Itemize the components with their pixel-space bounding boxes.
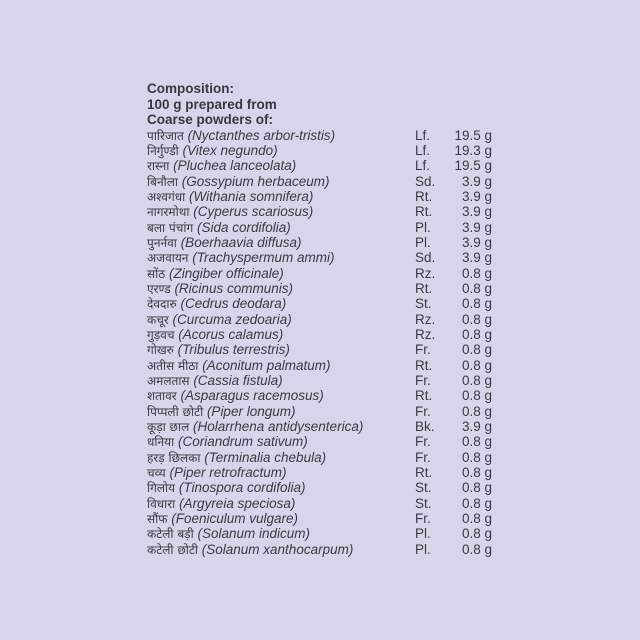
- ingredient-quantity: 0.8 g: [461, 388, 492, 404]
- ingredient-quantity: 0.8 g: [461, 480, 492, 496]
- ingredient-name: [147, 450, 326, 466]
- ingredient-part: Fr.: [415, 403, 431, 419]
- ingredient-hindi-name: चव्य: [147, 466, 166, 481]
- ingredient-row: [147, 450, 507, 465]
- ingredient-part: Fr.: [415, 449, 431, 465]
- ingredient-name: [147, 342, 290, 358]
- ingredient-hindi-name: कटेली बड़ी: [147, 527, 194, 542]
- ingredient-row: [147, 496, 507, 511]
- ingredient-name: [147, 235, 302, 251]
- ingredient-quantity: 0.8 g: [461, 326, 492, 342]
- composition-subheading-2: Coarse powders of:: [147, 112, 274, 127]
- ingredient-hindi-name: सोंठ: [147, 266, 166, 281]
- ingredient-row: [147, 174, 507, 189]
- ingredient-part: Rz.: [415, 265, 436, 281]
- ingredient-botanical-name: (Ricinus communis): [174, 280, 293, 296]
- ingredient-botanical-name: (Coriandrum sativum): [177, 434, 308, 450]
- ingredient-hindi-name: गिलोय: [147, 481, 176, 496]
- ingredient-hindi-name: बिनौला: [147, 174, 178, 189]
- ingredient-part: Fr.: [415, 342, 431, 358]
- ingredient-quantity: 0.8 g: [461, 449, 492, 465]
- ingredient-quantity: 3.9 g: [461, 250, 492, 266]
- composition-heading: Composition:: [147, 81, 234, 96]
- ingredient-botanical-name: (Solanum indicum): [197, 526, 311, 542]
- ingredient-botanical-name: (Gossypium herbaceum): [181, 173, 330, 189]
- ingredient-row: [147, 266, 507, 281]
- ingredient-hindi-name: देवदारु: [147, 297, 177, 312]
- ingredient-name: [147, 358, 330, 374]
- ingredient-quantity: 0.8 g: [461, 403, 492, 419]
- ingredient-row: [147, 511, 507, 526]
- ingredient-quantity: 3.9 g: [461, 173, 492, 189]
- ingredient-part: Rz.: [415, 311, 436, 327]
- ingredient-row: [147, 388, 507, 403]
- ingredient-part: Fr.: [415, 434, 431, 450]
- ingredient-part: Fr.: [415, 373, 431, 388]
- ingredient-part: Lf.: [415, 158, 431, 174]
- ingredient-row: [147, 204, 507, 219]
- ingredient-hindi-name: गुड़वच: [147, 327, 175, 342]
- ingredient-quantity: 0.8 g: [461, 311, 492, 327]
- ingredient-name: [147, 296, 286, 312]
- ingredient-quantity: 0.8 g: [461, 342, 492, 358]
- ingredient-hindi-name: सौंफ: [147, 512, 168, 527]
- ingredient-row: [147, 358, 507, 373]
- ingredient-quantity: 3.9 g: [461, 234, 492, 250]
- ingredient-hindi-name: अजवायन: [147, 251, 189, 266]
- ingredient-name: [147, 542, 353, 558]
- ingredient-botanical-name: (Terminalia chebula): [204, 449, 327, 465]
- ingredient-quantity: 19.3 g: [454, 142, 492, 158]
- ingredient-botanical-name: (Acorus calamus): [178, 326, 284, 342]
- ingredient-name: [147, 480, 306, 496]
- ingredient-name: [147, 204, 313, 220]
- ingredient-quantity: 0.8 g: [461, 296, 492, 312]
- ingredient-botanical-name: (Solanum xanthocarpum): [201, 541, 354, 557]
- ingredient-hindi-name: रास्ना: [147, 159, 170, 174]
- ingredient-part: Rt.: [415, 465, 433, 481]
- ingredient-hindi-name: कटेली छोटी: [147, 542, 198, 557]
- ingredient-quantity: 0.8 g: [461, 465, 492, 481]
- ingredient-hindi-name: शतावर: [147, 389, 177, 404]
- ingredient-quantity: 3.9 g: [461, 419, 492, 435]
- ingredient-row: [147, 296, 507, 311]
- ingredient-botanical-name: (Aconitum palmatum): [202, 357, 331, 373]
- ingredient-row: [147, 434, 507, 449]
- ingredient-name: [147, 496, 295, 512]
- ingredient-row: [147, 189, 507, 204]
- composition-panel: [147, 81, 507, 557]
- ingredient-part: Rt.: [415, 204, 433, 220]
- ingredient-list: [147, 128, 507, 558]
- composition-subheading: 100 g prepared from: [147, 96, 277, 112]
- ingredient-name: [147, 465, 286, 481]
- ingredient-botanical-name: (Piper longum): [206, 403, 296, 419]
- ingredient-name: [147, 511, 298, 527]
- ingredient-name: [147, 189, 313, 205]
- ingredient-row: [147, 373, 507, 388]
- ingredient-botanical-name: (Asparagus racemosus): [180, 388, 324, 404]
- ingredient-quantity: 3.9 g: [461, 219, 492, 235]
- ingredient-hindi-name: हरड़ छिलका: [147, 450, 201, 465]
- ingredient-hindi-name: एरण्ड: [147, 281, 171, 296]
- ingredient-botanical-name: (Sida cordifolia): [196, 219, 291, 235]
- ingredient-name: [147, 327, 283, 343]
- ingredient-part: Pl.: [415, 219, 431, 235]
- ingredient-part: Rt.: [415, 280, 433, 296]
- ingredient-quantity: 0.8 g: [461, 357, 492, 373]
- ingredient-hindi-name: निर्गुण्डी: [147, 143, 179, 158]
- ingredient-row: [147, 404, 507, 419]
- ingredient-part: Sd.: [415, 173, 436, 189]
- ingredient-botanical-name: (Zingiber officinale): [168, 265, 284, 281]
- ingredient-hindi-name: अमलतास: [147, 374, 190, 388]
- ingredient-part: Rt.: [415, 357, 433, 373]
- ingredient-botanical-name: (Piper retrofractum): [169, 465, 287, 481]
- ingredient-part: Lf.: [415, 142, 431, 158]
- ingredient-name: [147, 250, 335, 266]
- ingredient-name: [147, 220, 291, 236]
- ingredient-part: Pl.: [415, 234, 431, 250]
- ingredient-hindi-name: नागरमोथा: [147, 205, 190, 220]
- ingredient-quantity: 0.8 g: [461, 373, 492, 388]
- ingredient-hindi-name: बला पंचांग: [147, 220, 194, 235]
- ingredient-row: [147, 250, 507, 265]
- ingredient-quantity: 0.8 g: [461, 541, 492, 557]
- ingredient-hindi-name: धनिया: [147, 435, 175, 450]
- ingredient-name: [147, 143, 278, 159]
- ingredient-hindi-name: कूड़ा छाल: [147, 420, 190, 435]
- ingredient-row: [147, 526, 507, 541]
- ingredient-row: [147, 465, 507, 480]
- ingredient-name: [147, 128, 335, 144]
- ingredient-quantity: 0.8 g: [461, 280, 492, 296]
- ingredient-part: St.: [415, 296, 432, 312]
- ingredient-name: [147, 419, 363, 435]
- ingredient-hindi-name: पिप्पली छोटी: [147, 404, 204, 419]
- ingredient-name: [147, 404, 295, 420]
- ingredient-hindi-name: विधारा: [147, 496, 176, 511]
- ingredient-hindi-name: अतीस मीठा: [147, 358, 199, 373]
- ingredient-hindi-name: कचूर: [147, 312, 169, 327]
- ingredient-row: [147, 235, 507, 250]
- ingredient-botanical-name: (Tribulus terrestris): [177, 342, 290, 358]
- ingredient-botanical-name: (Tinospora cordifolia): [178, 480, 306, 496]
- ingredient-botanical-name: (Cedrus deodara): [180, 296, 287, 312]
- ingredient-part: Rt.: [415, 388, 433, 404]
- ingredient-name: [147, 434, 308, 450]
- ingredient-part: Pl.: [415, 541, 431, 557]
- ingredient-part: Lf.: [415, 127, 431, 143]
- ingredient-row: [147, 128, 507, 143]
- ingredient-row: [147, 542, 507, 557]
- ingredient-quantity: 0.8 g: [461, 265, 492, 281]
- ingredient-name: [147, 158, 296, 174]
- ingredient-quantity: 19.5 g: [454, 127, 492, 143]
- ingredient-quantity: 0.8 g: [461, 434, 492, 450]
- ingredient-quantity: 3.9 g: [461, 188, 492, 204]
- ingredient-name: [147, 312, 292, 328]
- ingredient-botanical-name: (Vitex negundo): [182, 142, 278, 158]
- ingredient-row: [147, 158, 507, 173]
- ingredient-quantity: 19.5 g: [454, 158, 492, 174]
- ingredient-botanical-name: (Cyperus scariosus): [193, 204, 314, 220]
- ingredient-name: [147, 373, 283, 389]
- ingredient-quantity: 0.8 g: [461, 495, 492, 511]
- ingredient-quantity: 3.9 g: [461, 204, 492, 220]
- ingredient-row: [147, 220, 507, 235]
- ingredient-row: [147, 480, 507, 495]
- ingredient-botanical-name: (Withania somnifera): [188, 188, 314, 204]
- ingredient-row: [147, 419, 507, 434]
- ingredient-botanical-name: (Trachyspermum ammi): [192, 250, 335, 266]
- ingredient-hindi-name: गोखरु: [147, 343, 174, 358]
- ingredient-part: Sd.: [415, 250, 436, 266]
- ingredient-name: [147, 281, 293, 297]
- ingredient-quantity: 0.8 g: [461, 511, 492, 527]
- ingredient-name: [147, 266, 284, 282]
- ingredient-quantity: 0.8 g: [461, 526, 492, 542]
- ingredient-part: Rt.: [415, 188, 433, 204]
- ingredient-part: Pl.: [415, 526, 431, 542]
- ingredient-row: [147, 327, 507, 342]
- ingredient-hindi-name: पारिजात: [147, 128, 184, 143]
- ingredient-hindi-name: अश्वगंधा: [147, 189, 186, 204]
- ingredient-part: St.: [415, 480, 432, 496]
- ingredient-part: Bk.: [415, 419, 435, 435]
- ingredient-botanical-name: (Argyreia speciosa): [179, 495, 296, 511]
- ingredient-part: Fr.: [415, 511, 431, 527]
- ingredient-part: Rz.: [415, 326, 436, 342]
- ingredient-botanical-name: (Holarrhena antidysenterica): [192, 419, 364, 435]
- ingredient-row: [147, 143, 507, 158]
- ingredient-part: St.: [415, 495, 432, 511]
- ingredient-botanical-name: (Foeniculum vulgare): [171, 511, 299, 527]
- ingredient-row: [147, 281, 507, 296]
- ingredient-name: [147, 388, 324, 404]
- ingredient-botanical-name: (Nyctanthes arbor-tristis): [187, 127, 336, 143]
- ingredient-botanical-name: (Cassia fistula): [193, 373, 283, 388]
- ingredient-botanical-name: (Curcuma zedoaria): [172, 311, 292, 327]
- ingredient-botanical-name: (Pluchea lanceolata): [173, 158, 297, 174]
- ingredient-name: [147, 174, 330, 190]
- ingredient-row: [147, 342, 507, 357]
- ingredient-name: [147, 526, 310, 542]
- ingredient-row: [147, 312, 507, 327]
- ingredient-hindi-name: पुनर्नवा: [147, 235, 177, 250]
- ingredient-botanical-name: (Boerhaavia diffusa): [180, 234, 302, 250]
